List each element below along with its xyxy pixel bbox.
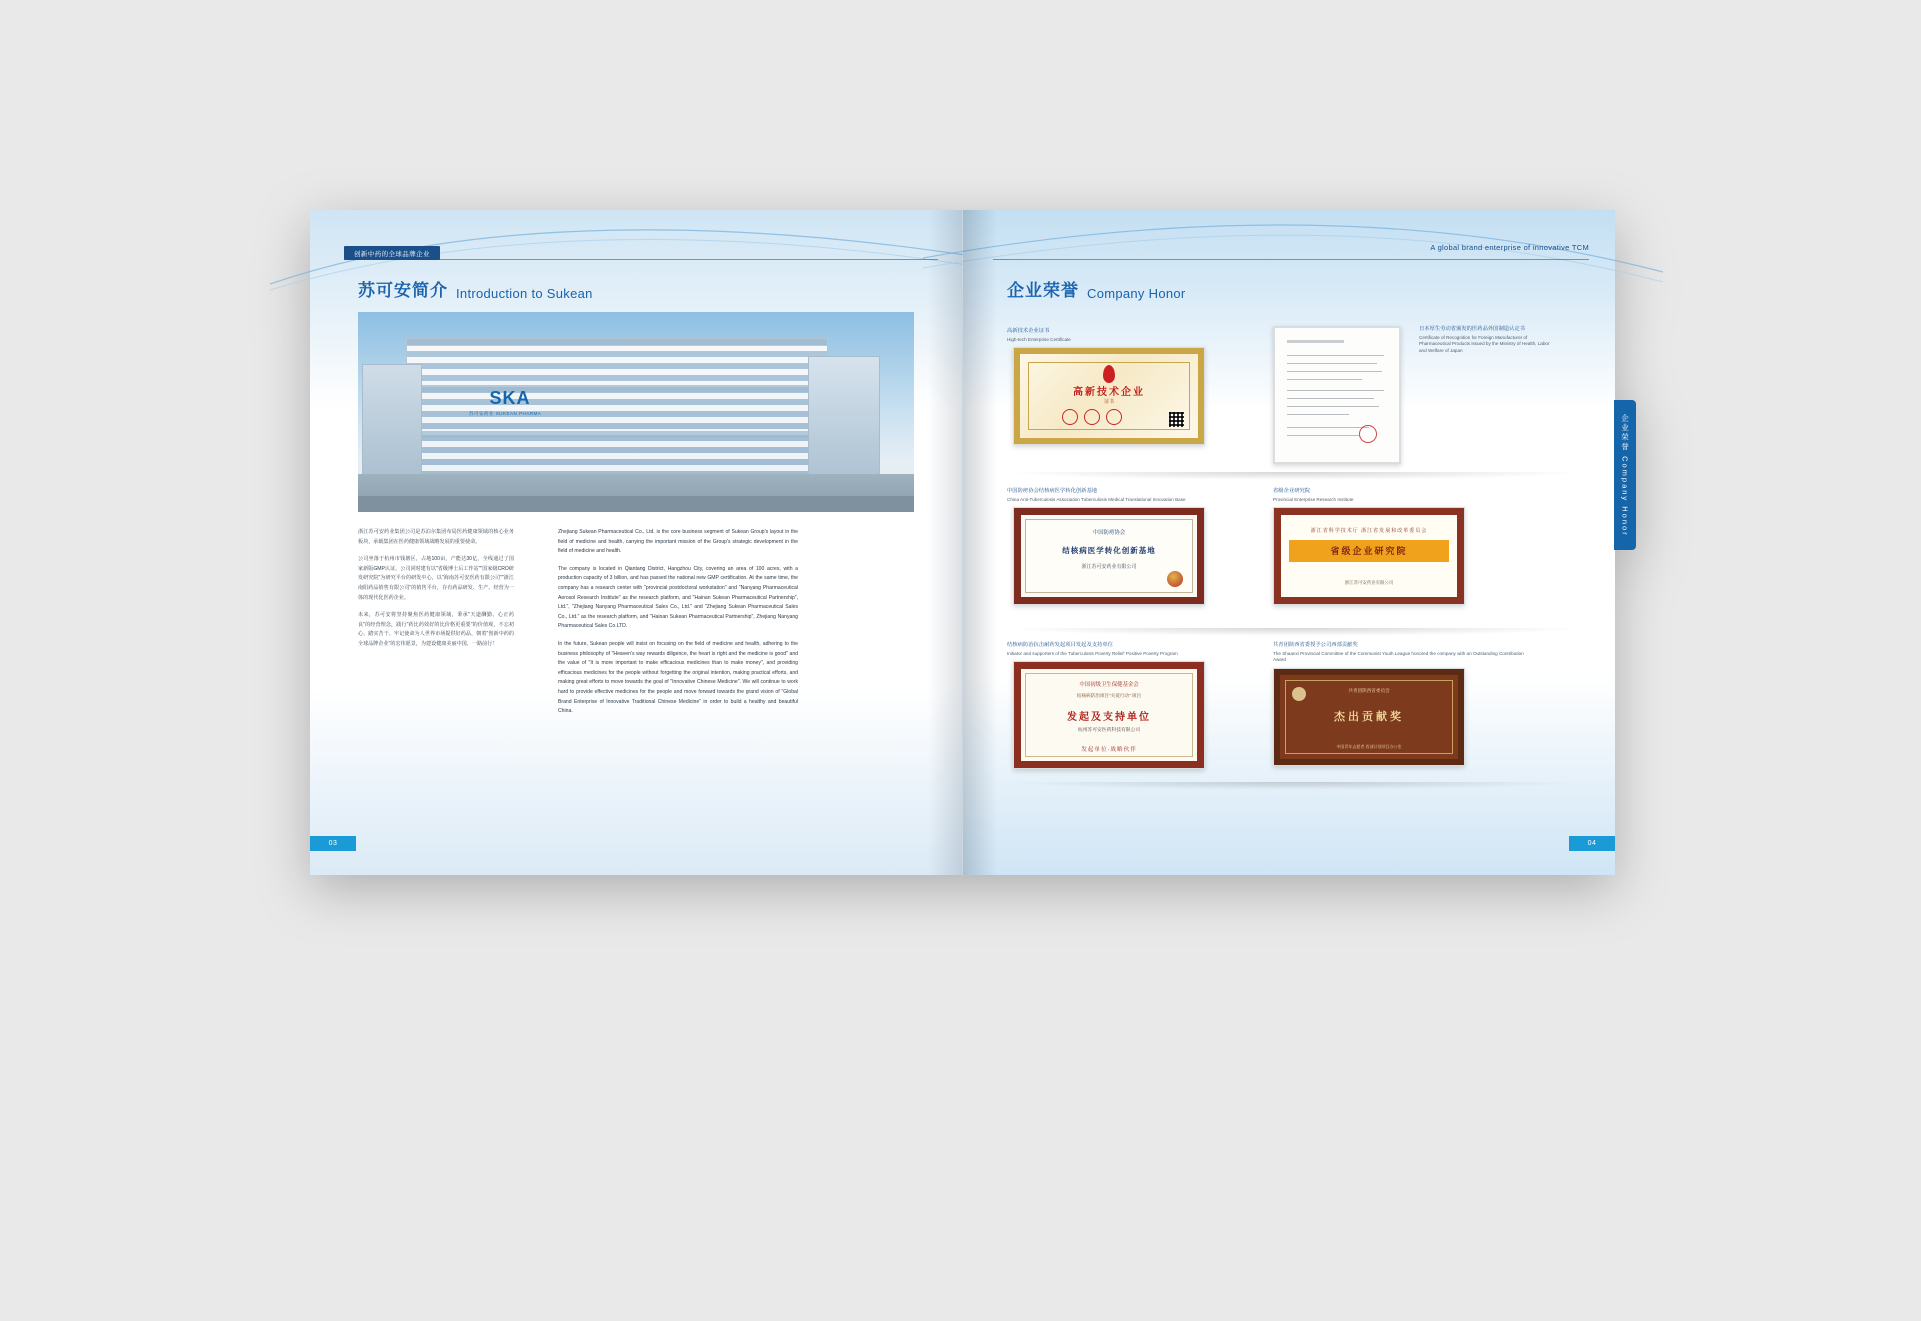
certificate-art-title: 高新技术企业 (1073, 386, 1145, 398)
shelf-shadow (1003, 628, 1585, 636)
certificate-caption-cn: 共青团陕西省委授予公司西部贡献奖 (1273, 642, 1358, 648)
certificate-item (1273, 322, 1553, 464)
certificate-art-headline: 杰出贡献奖 (1334, 711, 1404, 724)
section-side-tab (1614, 400, 1636, 550)
certificate-item (1273, 642, 1525, 766)
certificate-image-japan (1273, 326, 1401, 464)
header-text-right: A global brand enterprise of innovative TCM (1430, 243, 1589, 252)
header-rule-right (993, 259, 1589, 260)
certificate-art-line2: 结核病防治项目"关爱行动" 项目 (1076, 693, 1142, 698)
certificate-art-headline: 发起及支持单位 (1067, 711, 1151, 723)
certificate-art-bottom: 浙江苏可安药业有限公司 (1344, 579, 1394, 585)
official-seal-icon (1359, 425, 1377, 443)
certificate-caption-cn: 日本厚生劳动省颁发的医药品外国制造认定书 (1419, 326, 1525, 332)
certificate-art-top: 浙江省科学技术厅 浙江省发展和改革委员会 (1310, 527, 1428, 534)
shelf-shadow (1003, 782, 1585, 790)
flame-emblem-icon (1103, 365, 1115, 383)
brochure-spread (310, 210, 1630, 875)
building-left-wing (362, 364, 422, 480)
headquarters-photo (358, 312, 914, 512)
certificate-art-line1: 中国防痨协会 (1092, 530, 1126, 537)
certificate-image-hightech (1013, 347, 1205, 445)
building-logo: SKA (489, 387, 531, 408)
qr-code-icon (1169, 412, 1184, 427)
certificate-image-poverty-program (1013, 661, 1205, 769)
header-tab-label: 创新中药的全球品牌企业 (354, 250, 430, 258)
certificate-art-line3: 浙江苏可安药业有限公司 (1081, 563, 1137, 570)
page-title-en: Introduction to Sukean (456, 286, 593, 301)
page-title-en: Company Honor (1087, 286, 1186, 301)
page-number-left: 03 (310, 836, 356, 851)
building-right-wing (808, 356, 880, 480)
building-main (406, 338, 828, 480)
certificate-item (1007, 488, 1247, 605)
paragraph: 未来，苏可安将坚持聚焦医药健康领域，秉承"天道酬勤、心正药良"的经营理念，践行"药比药效好的比价格更重要"的价值观，不忘初心、踏实苦干、牢记使命为人世界市场提供好药品，朝着"创新中药的全球品牌企业"的宏伟愿景，为建设健康美丽中国，一路前行！ (358, 612, 514, 647)
certificate-caption-cn: 省级企业研究院 (1273, 488, 1311, 494)
paragraph: 浙江苏可安药业集团公司是苏泊尔集团布局医药健康领域的核心业务板块，承载集团在医药健康领域战略发展的重要使命。 (358, 529, 514, 545)
header-rule-left (344, 259, 938, 260)
certificate-caption-en: The Shaanxi Provincial Committee of the Communist Youth League honored the company with an Outstanding Contribution Award (1273, 650, 1524, 663)
certificate-art-sub: 证书 (1103, 398, 1114, 405)
certificate-art-band: 省级企业研究院 (1330, 545, 1408, 556)
header-tab-left (344, 246, 440, 260)
intro-text-cn (358, 528, 514, 658)
certificate-caption-en: Certificate of Recognition for Foreign Manufacturer of Pharmaceutical Products issued by the Ministry of Health, Labor and Welfare of Japan (1419, 334, 1550, 353)
page-title-cn: 苏可安简介 (358, 281, 448, 300)
certificate-caption-en: Provincial Enterprise Research Institute (1273, 496, 1354, 502)
certificate-caption-cn: 中国防痨协会结核病医学转化创新基地 (1007, 488, 1098, 494)
certificate-art-line2: 结核病医学转化创新基地 (1062, 545, 1156, 555)
certificate-art-bottom: 中国青年志愿者 西部计划项目办公室 (1336, 744, 1402, 750)
glass-facade (407, 339, 827, 479)
paragraph: The company is located in Qiantang District, Hangzhou City, covering an area of 100 acres, with a production capacity of 3 billion, and has passed the national new GMP certification. At the same time, the company has a research center with "provincial postdoctoral workstation" and "Nanyang Pharmaceutical Aerosol Research Institute" as the research platform, and "Hainan Sukean Pharmaceutical Partnership", Ltd.", "Zhejiang Nanyang Pharmaceutical Sales Co., Ltd." and "Zhejiang Sukean Pharmaceutical Sales Co., Ltd." as the research platform, and "Hainan Sukean Pharmaceutical Partnership", Zhejiang Nanyang Pharmaceutical Sales Co.LTD. (558, 565, 798, 630)
intro-text-en (558, 528, 798, 725)
certificate-art-line4: 发起单位·战略伙伴 (1081, 746, 1137, 753)
certificate-art-top: 共青团陕西省委员会 (1348, 688, 1390, 694)
shelf-shadow (1003, 472, 1585, 480)
certificate-image-tb-base (1013, 507, 1205, 605)
paragraph: In the future, Sukean people will insist on focusing on the field of medicine and health, adhering to the business philosophy of "Heaven's way rewards diligence, the heart is right and the medicine is good" and the value of "It is more important to make efficacious medicines than to make money", and providing efficacious medicines for the people without forgetting the original intention, making practical efforts, and making great efforts to move towards the goal of "Innovative Chinese Medicine". We will continue to work hard to provide effective medicines for the people and move forward towards the grand vision of "Global Brand Enterprise of Innovative Traditional Chinese Medicine" in order to build a healthy and beautiful China. (558, 640, 798, 715)
certificate-art-line3: 杭州苏可安医药科技有限公司 (1077, 728, 1141, 734)
certificate-caption-en: Initiator and supporters of the Tuberculosis Poverty Relief' Positive Poverty Program (1007, 650, 1178, 656)
page-title-cn: 企业荣誉 (1007, 281, 1079, 300)
building-base (358, 474, 914, 512)
page-number-right: 04 (1569, 836, 1615, 851)
certificate-image-research-institute (1273, 507, 1465, 605)
certificate-art-line1: 中国初级卫生保健基金会 (1079, 682, 1139, 689)
paragraph: Zhejiang Sukean Pharmaceutical Co., Ltd. is the core business segment of Sukean Group's layout in the field of medicine and health, carrying the important mission of the Group's strategic development in the field of medicine and health. (558, 529, 798, 555)
certificate-item (1273, 488, 1523, 605)
right-page (963, 210, 1630, 875)
building-logo-sub: 苏可安药业 SUKEAN PHARMA (469, 411, 542, 416)
certificate-caption-cn: 结核病防治抗击耐药发起项目发起及支持单位 (1007, 642, 1113, 648)
certificate-image-contribution-award (1273, 668, 1465, 766)
certificate-caption-en: China Anti-Tuberculosis Association Tuberculosis Medical Translational Innovation Base (1007, 496, 1186, 502)
certificate-item (1007, 328, 1259, 445)
page-title-right (1007, 276, 1186, 301)
left-page (310, 210, 963, 875)
certificate-item (1007, 642, 1253, 769)
association-logo-icon (1167, 571, 1183, 587)
certificate-caption-cn: 高新技术企业证书 (1007, 328, 1050, 334)
certificate-caption-en: High-tech Enterprise Certificate (1007, 336, 1071, 342)
road (358, 496, 914, 512)
side-tab-label: 企业荣誉 Company Honor (1620, 413, 1630, 537)
paragraph: 公司坐落于杭州市钱塘区，占地100亩，产能达30亿，全线通过了国家新版GMP认证。公司同时建有以"省级博士后工作站""国家级CRO研发研究院"为研究平台的研发中心，以"海南苏可安医药有限公司""浙江南阳药品销售有限公司"的销售平台，存有药品研发、生产、经营为一体的现代化医药企业。 (358, 556, 514, 601)
page-title-left (358, 276, 593, 301)
